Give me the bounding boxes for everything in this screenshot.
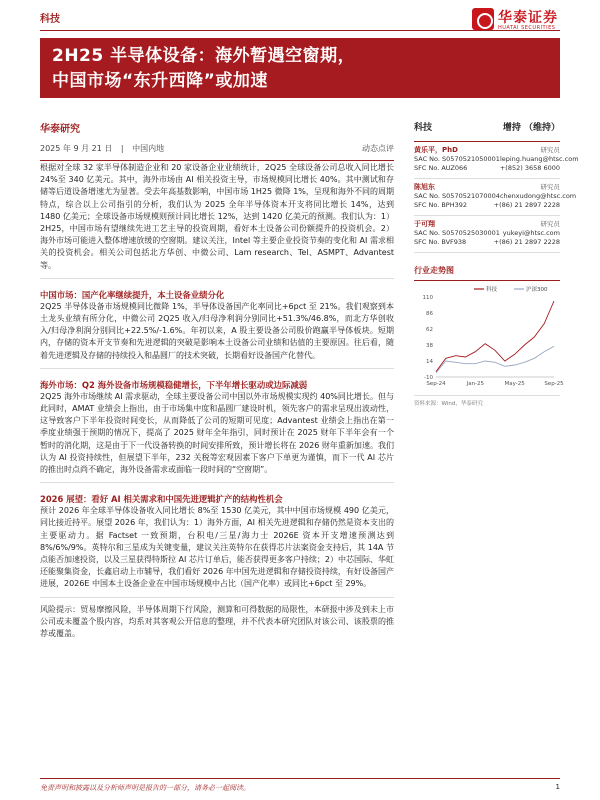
- analyst-phone: +(86) 21 2897 2228: [493, 238, 560, 246]
- analyst-card: [414, 216, 560, 253]
- y-tick-label: 38: [426, 343, 433, 349]
- analyst-phone: +(852) 3658 6000: [499, 164, 560, 172]
- footer-disclaimer: 免责声明和披露以及分析师声明是报告的一部分，请务必一起阅读。: [40, 784, 250, 792]
- rating-row: [414, 120, 560, 142]
- analyst-card: [414, 179, 577, 216]
- y-tick-label: 62: [426, 327, 433, 333]
- analyst-email[interactable]: chenxudong@htsc.com: [499, 192, 577, 200]
- section-divider: [40, 278, 394, 279]
- section-body-china: 2Q25 半导体设备市场规模同比微降 1%，半导体设备国产化率同比+6pct 至 21%。我们观察到本土龙头业绩有所分化，中微公司 2Q25 收入/归母净利润分别同比+51.3%/46.8%，而北方华创收入/归母净利润分别同比+22.5%/-1.6%。年初以来，A 股主要设备公司股价跑赢半导体板块。短期内，存储的资本开支节奏和先进逻辑的突破是影响本土设备公司业绩和估值的主要原因。往后看，随着先进逻辑及存储的持续投入和晶圆厂的技术突破，长期看好设备国产化替代。: [40, 301, 394, 360]
- page-number: 1: [555, 783, 560, 791]
- section-heading-outlook: 2026 展望：看好 AI 相关需求和中国先进逻辑扩产的结构性机会: [40, 494, 283, 505]
- x-tick-label: Jan-25: [466, 381, 485, 387]
- y-tick-label: 110: [422, 295, 433, 301]
- analyst-sfc: SFC No. BPH392: [414, 201, 467, 209]
- huatai-logo: [472, 6, 582, 32]
- logo-text-en: HUATAI SECURITIES: [498, 25, 556, 31]
- report-date: 2025 年 9 月 21 日: [40, 144, 113, 153]
- analyst-email[interactable]: yukeyi@htsc.com: [502, 229, 560, 237]
- report-meta: [40, 120, 394, 161]
- analyst-role: 研究员: [540, 220, 560, 228]
- chart-source: 资料来源：Wind，华泰研究: [414, 395, 560, 407]
- x-tick-label: Sep-24: [426, 381, 446, 387]
- industry-trend-chart: [414, 283, 564, 393]
- analyst-phone: +(86) 21 2897 2228: [493, 201, 560, 209]
- analyst-role: 研究员: [540, 183, 560, 191]
- main-column: [40, 162, 394, 640]
- x-tick-label: Sep-25: [544, 381, 564, 387]
- analyst-name: 于可翔: [414, 220, 435, 228]
- analyst-sac: SAC No. S0570521070004: [414, 192, 500, 200]
- report-region: 中国内地: [132, 144, 165, 153]
- research-org: 华泰研究: [40, 124, 80, 135]
- y-tick-label: -10: [424, 375, 433, 381]
- title-banner: [40, 38, 560, 98]
- y-tick-label: 14: [426, 359, 433, 365]
- x-tick-label: May-25: [504, 381, 525, 387]
- meta-line: [40, 143, 394, 154]
- analyst-role: 研究员: [540, 146, 560, 154]
- analyst-email[interactable]: leping.huang@htsc.com: [499, 155, 579, 163]
- report-type: 动态点评: [362, 144, 394, 153]
- section-divider: [40, 368, 394, 369]
- chart-svg: [414, 283, 564, 393]
- risk-warning: 风险提示：贸易摩擦风险，半导体周期下行风险，测算和可得数据的局限性，本研报中涉及到未上市公司或未覆盖个股内容，均系对其客观公开信息的整理，并不代表本研究团队对该公司、该股票的推荐或覆盖。: [40, 604, 394, 639]
- summary-paragraph: 根据对全球 32 家半导体制造企业和 20 家设备企业业绩统计，2Q25 全球设备公司总收入同比增长 24%至 340 亿美元。其中，海外市场由 AI 相关投资主导，市场规模同比增长 40%。其中测试和存储等后道设备增速尤为显著。受去年高基数影响，中国市场 1H25 微降 1%，呈现和海外不同的周期特点，综合以上公司指引的分析，我们认为 2025 全年半导体资本开支将同比增长 14%，达到 1480 亿美元；全球设备市场规模则预计同比增长 12%，达到 1420 亿美元的预测。我们认为：1）2H25，中国市场有望继续先进工艺主导的投资周期，看好本土设备公司份额提升的投资机会。2）海外市场可能进入整体增速放缓的空窗期。建议关注，Intel 等主要企业投资节奏的变化和 AI 需求相关的投资机会。相关公司包括北方华创、中微公司、Lam research、Tel、ASMPT、Advantest 等。: [40, 163, 394, 270]
- meta-separator: |: [120, 144, 124, 153]
- analyst-name: 黄乐平，PhD: [414, 146, 458, 154]
- analyst-sfc: SFC No. AUZ066: [414, 164, 468, 172]
- series-line: [436, 301, 554, 372]
- section-body-outlook: 预计 2026 年全球半导体设备收入同比增长 8%至 1530 亿美元，其中中国市场规模 490 亿美元，同比接近持平。展望 2026 年，我们认为：1）海外方面，AI 相关先进逻辑和存储仍然是资本支出的主要驱动力。据 Factset 一致预期，台积电/三星/海力士 2026E 资本开支增速预测达到 8%/6%/9%。英特尔和三星成为关键变量，建议关注英特尔在获得芯片法案资金支持后，其 14A 节点能否加速投资，以及三星获得特斯拉 AI 芯片订单后，能否获得更多客户持续；2）中芯国际、华虹还能聚集资金，长鑫启动上市辅导，我们看好 2026 年中国先进逻辑和存储投资持续，有好设备国产进展，2026E 中国本土设备企业在中国市场规模中占比（国产化率）或同比+6pct 至 29%。: [40, 506, 395, 589]
- analyst-sfc: SFC No. BVF938: [414, 238, 467, 246]
- title-line-1: 2H25 半导体设备：海外暂遇空窗期，: [52, 46, 356, 66]
- section-divider: [40, 597, 394, 598]
- analyst-card: [414, 142, 579, 179]
- section-divider: [40, 482, 394, 483]
- legend-label: 科技: [486, 287, 498, 293]
- analyst-sac: SAC No. S0570521050001: [414, 155, 500, 163]
- section-tag: 科技: [40, 14, 60, 25]
- analyst-sac: SAC No. S0570525030001: [414, 229, 500, 237]
- legend-label: 沪深300: [526, 287, 548, 293]
- y-tick-label: 86: [426, 311, 433, 317]
- meta-rule: [40, 160, 394, 161]
- rating-value: 增持 （维持）: [502, 123, 560, 133]
- title-line-2: 中国市场“东升西降”或加速: [52, 71, 268, 91]
- sidebar: [414, 120, 579, 407]
- section-heading-china: 中国市场：国产化率继续提升，本土设备业绩分化: [40, 289, 225, 300]
- logo-text-cn: 华泰证券: [498, 10, 558, 26]
- logo-mark-icon: [472, 8, 494, 30]
- section-heading-overseas: 海外市场：Q2 海外设备市场规模稳健增长，下半年增长驱动或边际减弱: [40, 379, 308, 390]
- chart-title: 行业走势图: [414, 265, 560, 281]
- analyst-name: 陈旭东: [414, 183, 435, 191]
- report-title: [52, 44, 548, 94]
- industry-label: 科技: [414, 123, 433, 133]
- section-body-overseas: 2Q25 海外市场继续 AI 需求驱动，全球主要设备公司中国以外市场规模实现约 40%同比增长。但与此同时，AMAT 业绩会上指出，由于市场集中度和晶圆厂建设时机，领先客户的需求呈现出波动性，这导致客户下半年投资时间变长，从而降低了公司的短期可见度；Advantest 业绩会上指出在第一季度业绩强于预期的情况下，提高了 2025 财年全年指引，同时预计在 2025 财年下半年会有一个暂时的消化期，这是由于下一代设备转换的时间安排所致，预计增长将在 2026 财年重新加速。我们认为 AI 投资持续性，但展望下半年，232 关税等宏观因素下客户下单更为谨慎，而下一代 AI 芯片的推出时点尚不确定，海外设备需求或面临一段时间的“空窗期”。: [40, 391, 394, 475]
- page-footer: [40, 778, 560, 794]
